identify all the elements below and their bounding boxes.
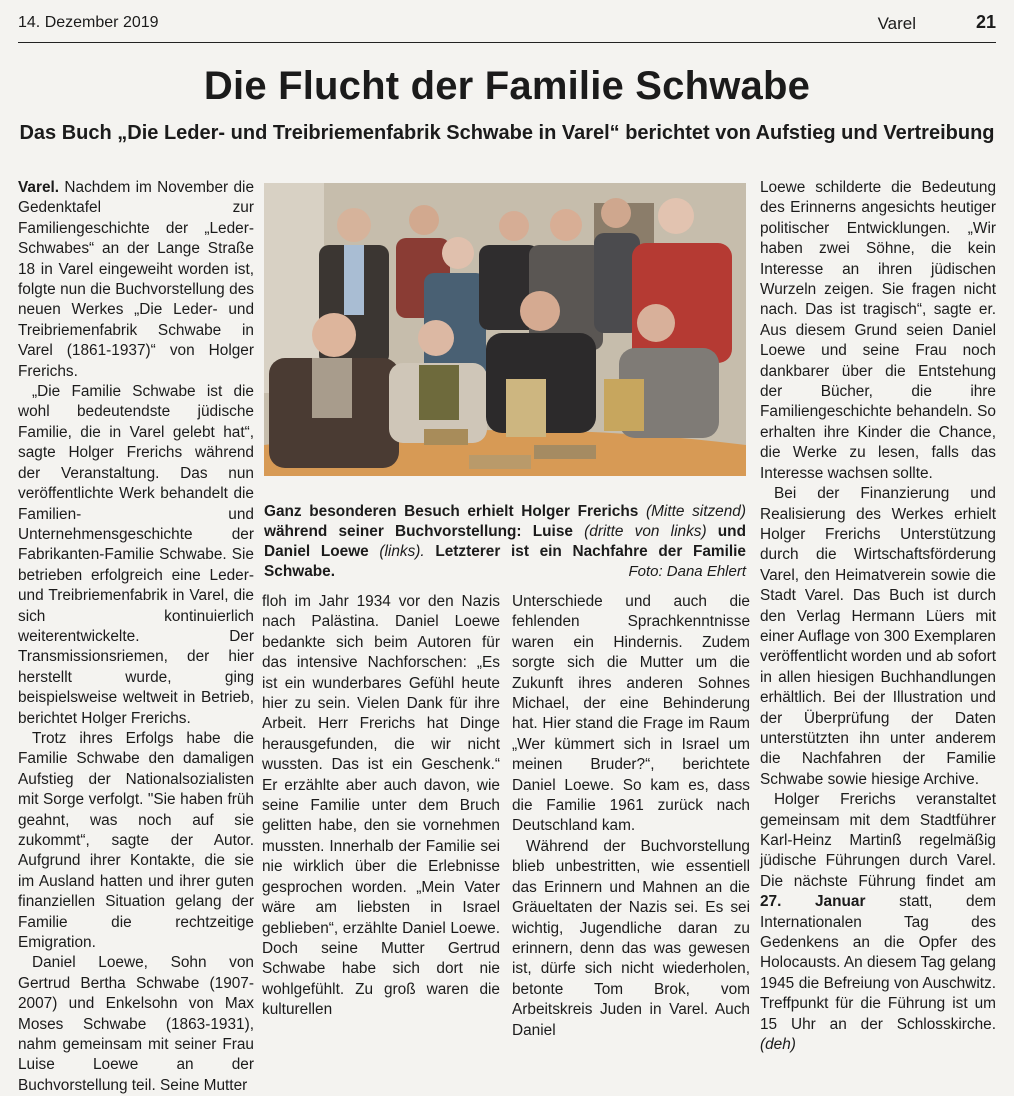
paragraph-text: Holger Frerichs veranstaltet gemeinsam mit dem Stadtführer Karl-Heinz Martinß regelmäßig jüdische Führungen durch Varel. Die nächste Führung findet am: [760, 791, 996, 890]
article-column-3: [512, 592, 750, 1041]
caption-text: Letzterer ist ein Nachfahre der Familie Schwabe.: [264, 543, 746, 580]
paragraph: „Die Familie Schwabe ist die wohl bedeutendste jüdische Familie, die in Varel gelebt hat“, sagte Holger Frerichs während der Veranstaltung. Das nun veröffentlichte Werk behandelt die Familien- und Unternehmensgeschichte der Fabrikanten-Familie Schwabe. Sie betrieben erfolgreich eine Leder- und Treibriemenfabrik in Varel, die sich kontinuierlich weiterentwickelte. Der Transmissionsriemen, der hier herstellt wurde, ging beispielsweise weltweit in Betrieb, berichtet Holger Frerichs.: [18, 383, 254, 727]
caption-note: (dritte von links): [584, 523, 707, 540]
book: [604, 379, 644, 431]
photo-credit: Foto: Dana Ehlert: [628, 563, 746, 580]
book: [506, 379, 546, 437]
caption-text: während seiner Buchvorstellung: Luise: [264, 523, 573, 540]
author-initials: (deh): [760, 1036, 796, 1054]
book: [534, 445, 596, 459]
article-column-4: [760, 178, 996, 1055]
page-number: 21: [975, 12, 996, 32]
article-headline: Die Flucht der Familie Schwabe: [203, 64, 811, 108]
caption-note: (Mitte sitzend): [645, 503, 746, 520]
book: [469, 455, 531, 469]
paragraph: Unterschiede und auch die fehlenden Sprachkenntnisse waren ein Hindernis. Zudem sorgte sich die Mutter um die Zukunft ihres anderen Sohnes Michael, der eine Behinderung hat. Hier stand die Frage im Raum „Wer kümmert sich in Israel um meinen Bruder?“, berichtete Daniel Loewe. So kam es, dass die Familie 1961 zurück nach Deutschland kam.: [512, 593, 750, 835]
article-subheadline: Das Buch „Die Leder- und Treibriemenfabrik Schwabe in Varel“ berichtet von Aufstieg und Vertreibung: [19, 122, 995, 144]
paragraph: [18, 178, 254, 382]
article-photo: [264, 183, 746, 476]
paragraph-text: Nachdem im November die Gedenktafel zur Familiengeschichte der „Leder-Schwabes“ an der Lange Straße 18 in Varel eingeweiht worden ist, folgte nun die Buchvorstellung des neuen Werkes „Die Leder- und Treibriemenfabrik Schwabe in Varel (1861-1937)“ von Holger Frerichs.: [18, 179, 255, 380]
section-name: Varel: [877, 14, 916, 33]
paragraph: Loewe schilderte die Bedeutung des Erinnerns angesichts heutiger politischer Entwicklungen. „Wir haben zwei Söhne, die kein Interesse an ihren jüdischen Wurzeln zeigen. Sie fragen nicht nach. Das ist tragisch“, sagte er. Aus diesem Grund seien Daniel Loewe und seine Frau noch dankbarer über die Entstehung der Bücher, die ihre Familiengeschichte behandeln. So erhalten ihre Kinder die Chance, die Werke zu lesen, falls das Interesse wachsen sollte.: [760, 179, 996, 482]
book: [424, 429, 468, 445]
article-column-2: [262, 592, 500, 1021]
paragraph: floh im Jahr 1934 vor den Nazis nach Palästina. Daniel Loewe bedankte sich beim Autoren für das intensive Nachforschen: „Es ist ein wunderbares Gefühl heute hier zu sein. Vielen Dank für ihre Arbeit. Herr Frerichs hat Dinge herausgefunden, die wir nicht wussten. Das ist ein Geschenk.“ Er erzählte aber auch davon, wie seine Familie unter dem Bruch gelitten habe, den sie vornehmen mussten. Innerhalb der Familie sei nie wirklich über die Erlebnisse gesprochen worden. „Mein Vater wäre am liebsten in Israel geblieben“, erzählte Daniel Loewe. Doch seine Mutter Gertrud Schwabe habe sich dort nie wohlgefühlt. Zu groß waren die kulturellen: [262, 593, 500, 1019]
page-header: [18, 14, 996, 43]
paragraph: Während der Buchvorstellung blieb unbestritten, wie essentiell das Erinnern und Mahnen an die Gräueltaten der Nazis sei. Es sei wichtig, Jugendliche daran zu erinnern, denn das was gewesen ist, dürfe sich nicht wiederholen, betonte Tom Brok, vom Arbeitskreis Juden in Varel. Auch Daniel: [512, 837, 750, 1039]
paragraph: Daniel Loewe, Sohn von Gertrud Bertha Schwabe (1907-2007) und Enkelsohn von Max Moses Schwabe (1863-1931), nahm gemeinsam mit seiner Frau Luise Loewe an der Buchvorstellung teil. Seine Mutter: [18, 954, 254, 1094]
dateline: Varel.: [18, 179, 60, 196]
issue-date: 14. Dezember 2019: [18, 14, 159, 31]
caption-text: und Daniel Loewe: [264, 523, 746, 560]
paragraph-text: statt, dem Internationalen Tag des Gedenkens an die Opfer des Holocausts. An diesem Tag gelang 1945 die Befreiung von Auschwitz. Treffpunkt für die Führung ist um 15 Uhr an der Schlosskirche.: [760, 893, 996, 1033]
article-column-1: [18, 178, 254, 1096]
paragraph: Bei der Finanzierung und Realisierung des Werkes erhielt Holger Frerichs Unterstützung durch die Wirtschaftsförderung Varel, den Heimatverein sowie die Stadt Varel. Das Buch ist durch den Verlag Hermann Lüers mit einer Auflage von 300 Exemplaren veröffentlicht worden und ab sofort in allen hiesigen Buchhandlungen erhältlich. Bei der Illustration und der Überprüfung der Daten unterstützten ihn unter anderem die Nachfahren der Familie Schwabe sowie hiesige Archive.: [760, 485, 996, 788]
paragraph: [760, 790, 996, 1055]
group-photo-illustration: [264, 183, 746, 476]
paragraph: Trotz ihres Erfolgs habe die Familie Schwabe den damaligen Aufstieg der Nationalsozialisten mit Sorge verfolgt. "Sie haben früh geahnt, was noch auf sie zukommt“, sagte der Autor. Aufgrund ihrer Kontakte, die sie im Ausland hatten und ihrer guten finanziellen Situation gelang der Familie die rechtzeitige Emigration.: [18, 729, 254, 952]
caption-text: Ganz besonderen Besuch erhielt Holger Frerichs: [264, 503, 639, 520]
caption-note: (links).: [379, 543, 425, 560]
highlighted-date: 27. Januar: [760, 893, 866, 911]
